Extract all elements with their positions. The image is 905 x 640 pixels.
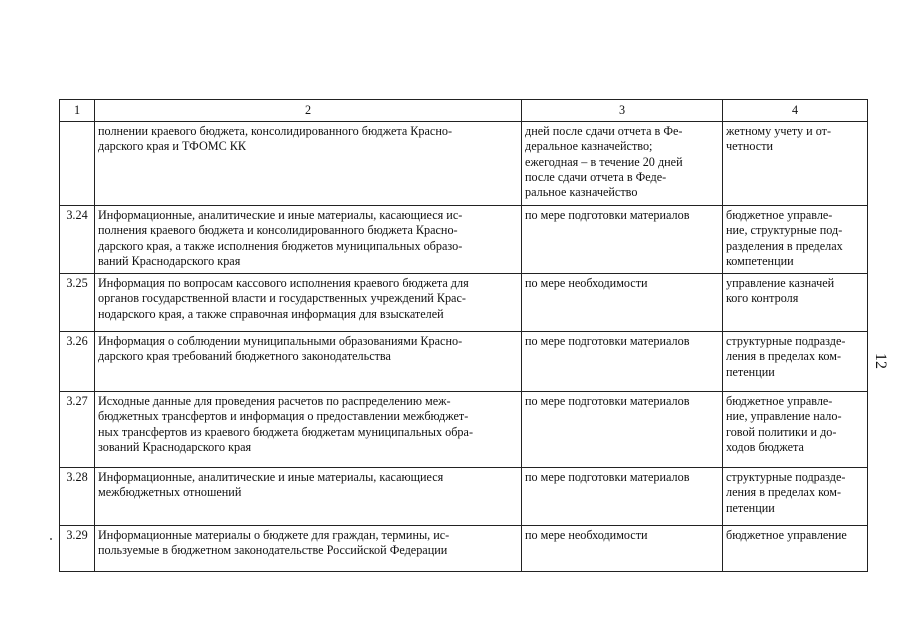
- row-number-cell: [60, 468, 95, 526]
- row-info-cell: [95, 122, 522, 206]
- row-responsible: структурные подразде- ления в пределах ком- петенции: [726, 334, 846, 379]
- row-number: 3.24: [66, 208, 88, 222]
- row-term: по мере подготовки материалов: [525, 394, 690, 409]
- table-row: [60, 392, 868, 468]
- row-info-cell: [95, 392, 522, 468]
- row-responsible-cell: [723, 274, 868, 332]
- row-number-cell: [60, 122, 95, 206]
- row-term-cell: [522, 274, 723, 332]
- row-responsible-cell: [723, 526, 868, 572]
- table-row: [60, 526, 868, 572]
- row-responsible: управление казначей кого контроля: [726, 276, 835, 306]
- row-number-cell: [60, 206, 95, 274]
- row-responsible-cell: [723, 392, 868, 468]
- header-col-1: 1: [60, 100, 95, 122]
- row-info: Информация по вопросам кассового исполнения краевого бюджета для органов государственной власти и государственных учреждений Крас- нодарского края, а также справочная информация для взыскателей: [98, 276, 469, 321]
- row-term-cell: [522, 468, 723, 526]
- row-responsible: жетному учету и от- четности: [726, 124, 832, 154]
- row-responsible: бюджетное управле- ние, структурные под- разделения в пределах компетенции: [726, 208, 843, 268]
- row-number: 3.28: [66, 470, 88, 485]
- row-info-cell: [95, 274, 522, 332]
- table-row: [60, 468, 868, 526]
- row-term: по мере необходимости: [525, 528, 648, 543]
- row-responsible: бюджетное управление: [726, 528, 847, 543]
- row-info: Информационные, аналитические и иные материалы, касающиеся ис- полнения краевого бюджета и консолидированного бюджета Красно- дарского края, а также исполнения бюджетов муниципальных образо- ваний Краснодарского края: [98, 208, 463, 268]
- row-responsible: бюджетное управле- ние, управление нало- говой политики и до- ходов бюджета: [726, 394, 842, 455]
- row-info-cell: [95, 468, 522, 526]
- table-row: [60, 206, 868, 274]
- table-row: [60, 274, 868, 332]
- scan-artifact: [50, 538, 52, 540]
- header-col-2: 2: [95, 100, 522, 122]
- header-col-3: 3: [522, 100, 723, 122]
- page-number: 12: [872, 353, 889, 369]
- row-number: 3.27: [66, 394, 88, 409]
- row-number-cell: [60, 332, 95, 392]
- header-row: [60, 100, 868, 122]
- row-info: Исходные данные для проведения расчетов по распределению меж- бюджетных трансфертов и информация о предоставлении межбюджет- ных трансфертов из краевого бюджета бюджетам муниципальных обра- зований Краснодарского края: [98, 394, 473, 455]
- table-row: [60, 332, 868, 392]
- row-term-cell: [522, 392, 723, 468]
- row-number-cell: [60, 274, 95, 332]
- row-responsible-cell: [723, 332, 868, 392]
- row-responsible-cell: [723, 122, 868, 206]
- row-info: полнении краевого бюджета, консолидированного бюджета Красно- дарского края и ТФОМС КК: [98, 124, 453, 154]
- row-responsible-cell: [723, 468, 868, 526]
- row-info: Информация о соблюдении муниципальными образованиями Красно- дарского края требований бюджетного законодательства: [98, 334, 463, 364]
- row-number-cell: [60, 526, 95, 572]
- row-term-cell: [522, 526, 723, 572]
- row-info: Информационные материалы о бюджете для граждан, термины, ис- пользуемые в бюджетном законодательстве Российской Федерации: [98, 528, 450, 558]
- row-term: по мере подготовки материалов: [525, 470, 690, 485]
- row-responsible-cell: [723, 206, 868, 274]
- row-term: по мере подготовки материалов: [525, 334, 690, 349]
- row-info: Информационные, аналитические и иные материалы, касающиеся межбюджетных отношений: [98, 470, 444, 500]
- row-term: по мере необходимости: [525, 276, 648, 291]
- header-col-4: 4: [723, 100, 868, 122]
- row-term-cell: [522, 122, 723, 206]
- row-info-cell: [95, 206, 522, 274]
- row-term: по мере подготовки материалов: [525, 208, 690, 222]
- document-table: [59, 99, 868, 572]
- row-number-cell: [60, 392, 95, 468]
- table-row: [60, 122, 868, 206]
- row-info-cell: [95, 526, 522, 572]
- row-term-cell: [522, 332, 723, 392]
- row-term-cell: [522, 206, 723, 274]
- row-number: 3.25: [66, 276, 88, 291]
- row-number: 3.29: [66, 528, 88, 543]
- row-term: дней после сдачи отчета в Фе- деральное казначейство; ежегодная – в течение 20 дней после сдачи отчета в Феде- ральное казначейство: [525, 124, 683, 200]
- table-body: [60, 100, 868, 572]
- row-responsible: структурные подразде- ления в пределах ком- петенции: [726, 470, 846, 515]
- row-number: 3.26: [66, 334, 88, 349]
- row-info-cell: [95, 332, 522, 392]
